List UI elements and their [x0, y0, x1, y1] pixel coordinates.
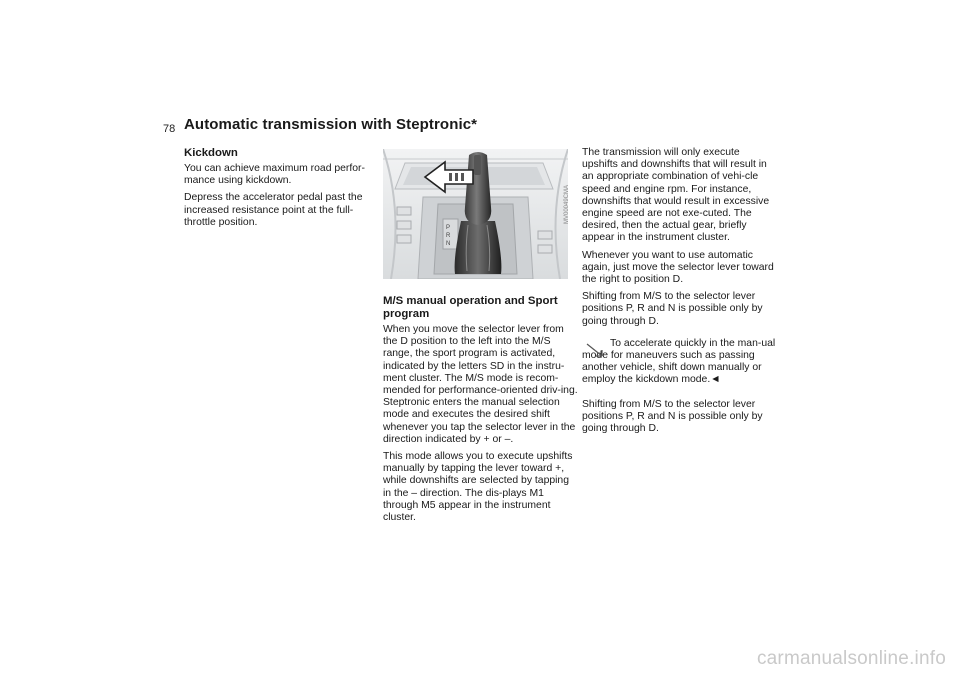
right-paragraph-3: Shifting from M/S to the selector lever positions P, R and N is possible only by going through D. — [582, 291, 763, 327]
right-paragraph-1: The transmission will only execute upshifts and downshifts that will result in an appropriate combination of vehi-cle speed and engine rpm. For instance, downshifts that would result in excessive engine speed are not exe-cuted. The desired, then the actual gear, briefly appear in the instrument cluster. — [582, 147, 770, 244]
kickdown-paragraph-2: Depress the accelerator pedal past the increased resistance point at the full-throttle position. — [184, 192, 363, 228]
page-title: Automatic transmission with Steptronic* — [184, 116, 478, 133]
kickdown-section — [184, 147, 374, 234]
ms-manual-paragraph-2: This mode allows you to execute upshifts manually by tapping the lever toward +, while downshifts are selected by tapping in the – direction. The dis-plays M1 through M5 appear in the instrument cluster. — [383, 451, 573, 524]
ms-manual-section — [383, 295, 579, 529]
svg-text:N: N — [446, 241, 451, 247]
figure-code: MV00049CMA — [564, 184, 570, 224]
ms-manual-paragraph-1: When you move the selector lever from the D position to the left into the M/S range, the sport program is activated, indicated by the letters SD in the instru-ment cluster. The M/S mode is recom-mended for performance-oriented driv-ing. Steptronic enters the manual selection mode and executes the desired shift whenever you tap the selector lever in the direction indicated by + or –. — [383, 324, 578, 445]
right-column — [582, 147, 778, 440]
kickdown-paragraph-1: You can achieve maximum road perfor-mance using kickdown. — [184, 163, 365, 187]
svg-text:P: P — [446, 225, 451, 231]
svg-text:R: R — [446, 233, 451, 239]
gear-selector-drawing — [383, 149, 568, 279]
watermark: carmanualsonline.info — [756, 648, 946, 669]
note-box — [582, 338, 778, 387]
ms-manual-heading: M/S manual operation and Sport program — [383, 295, 558, 320]
right-paragraph-2: Whenever you want to use automatic again, just move the selector lever toward the right to position D. — [582, 249, 774, 286]
right-paragraph-4: Shifting from M/S to the selector lever positions P, R and N is possible only by going through D. — [582, 398, 763, 435]
note-text: To accelerate quickly in the man-ual mode for maneuvers such as passing another vehicle, shift down manually or employ the kickdown mode.◄ — [582, 337, 776, 386]
gear-selector-illustration — [383, 149, 568, 279]
page-number: 78 — [163, 123, 176, 135]
note-arrow-icon — [584, 338, 606, 360]
kickdown-heading: Kickdown — [184, 147, 238, 159]
